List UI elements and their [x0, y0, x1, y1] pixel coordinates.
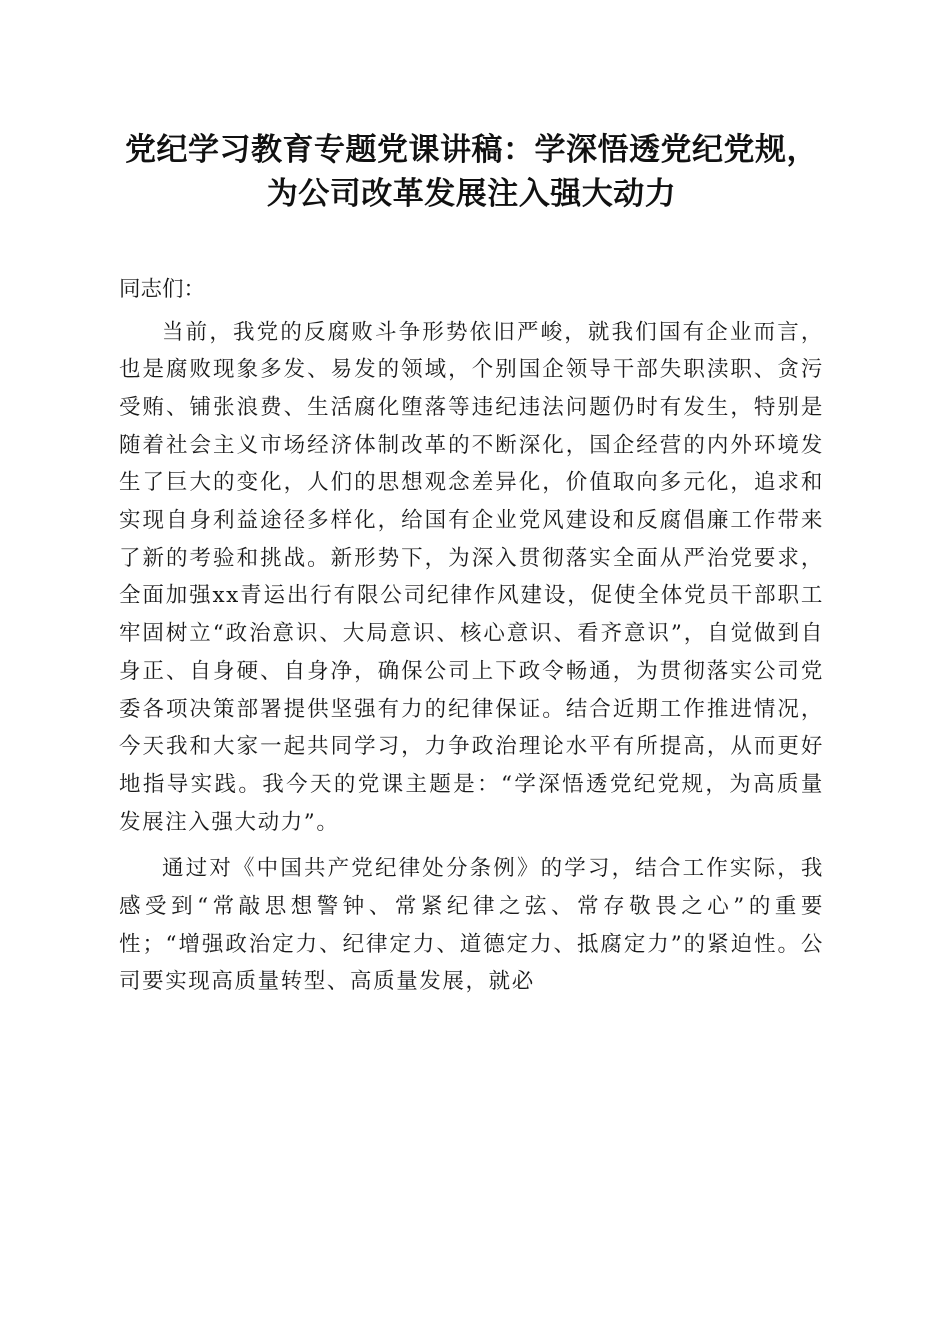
paragraph-1: 当前，我党的反腐败斗争形势依旧严峻，就我们国有企业而言，也是腐败现象多发、易发的领域，个别国企领导干部失职渎职、贪污受贿、铺张浪费、生活腐化堕落等违纪违法问题仍时有发生，特别是随着社会主义市场经济体制改革的不断深化，国企经营的内外环境发生了巨大的变化，人们的思想观念差异化，价值取向多元化，追求和实现自身利益途径多样化，给国有企业党风建设和反腐倡廉工作带来了新的考验和挑战。新形势下，为深入贯彻落实全面从严治党要求，全面加强xx青运出行有限公司纪律作风建设，促使全体党员干部职工牢固树立“政治意识、大局意识、核心意识、看齐意识”，自觉做到自身正、自身硬、自身净，确保公司上下政令畅通，为贯彻落实公司党委各项决策部署提供坚强有力的纪律保证。结合近期工作推进情况，今天我和大家一起共同学习，力争政治理论水平有所提高，从而更好地指导实践。我今天的党课主题是：“学深悟透党纪党规，为高质量发展注入强大动力”。 — [119, 319, 824, 835]
paragraph-2: 通过对《中国共产党纪律处分条例》的学习，结合工作实际，我感受到“常敲思想警钟、常紧纪律之弦、常存敬畏之心”的重要性；“增强政治定力、纪律定力、道德定力、抵腐定力”的紧迫性。公司要实现高质量转型、高质量发展，就必 — [119, 856, 824, 995]
document-page — [119, 128, 824, 1001]
document-title: 党纪学习教育专题党课讲稿：学深悟透党纪党规，为公司改革发展注入强大动力 — [125, 132, 818, 212]
salutation: 同志们： — [119, 277, 206, 302]
